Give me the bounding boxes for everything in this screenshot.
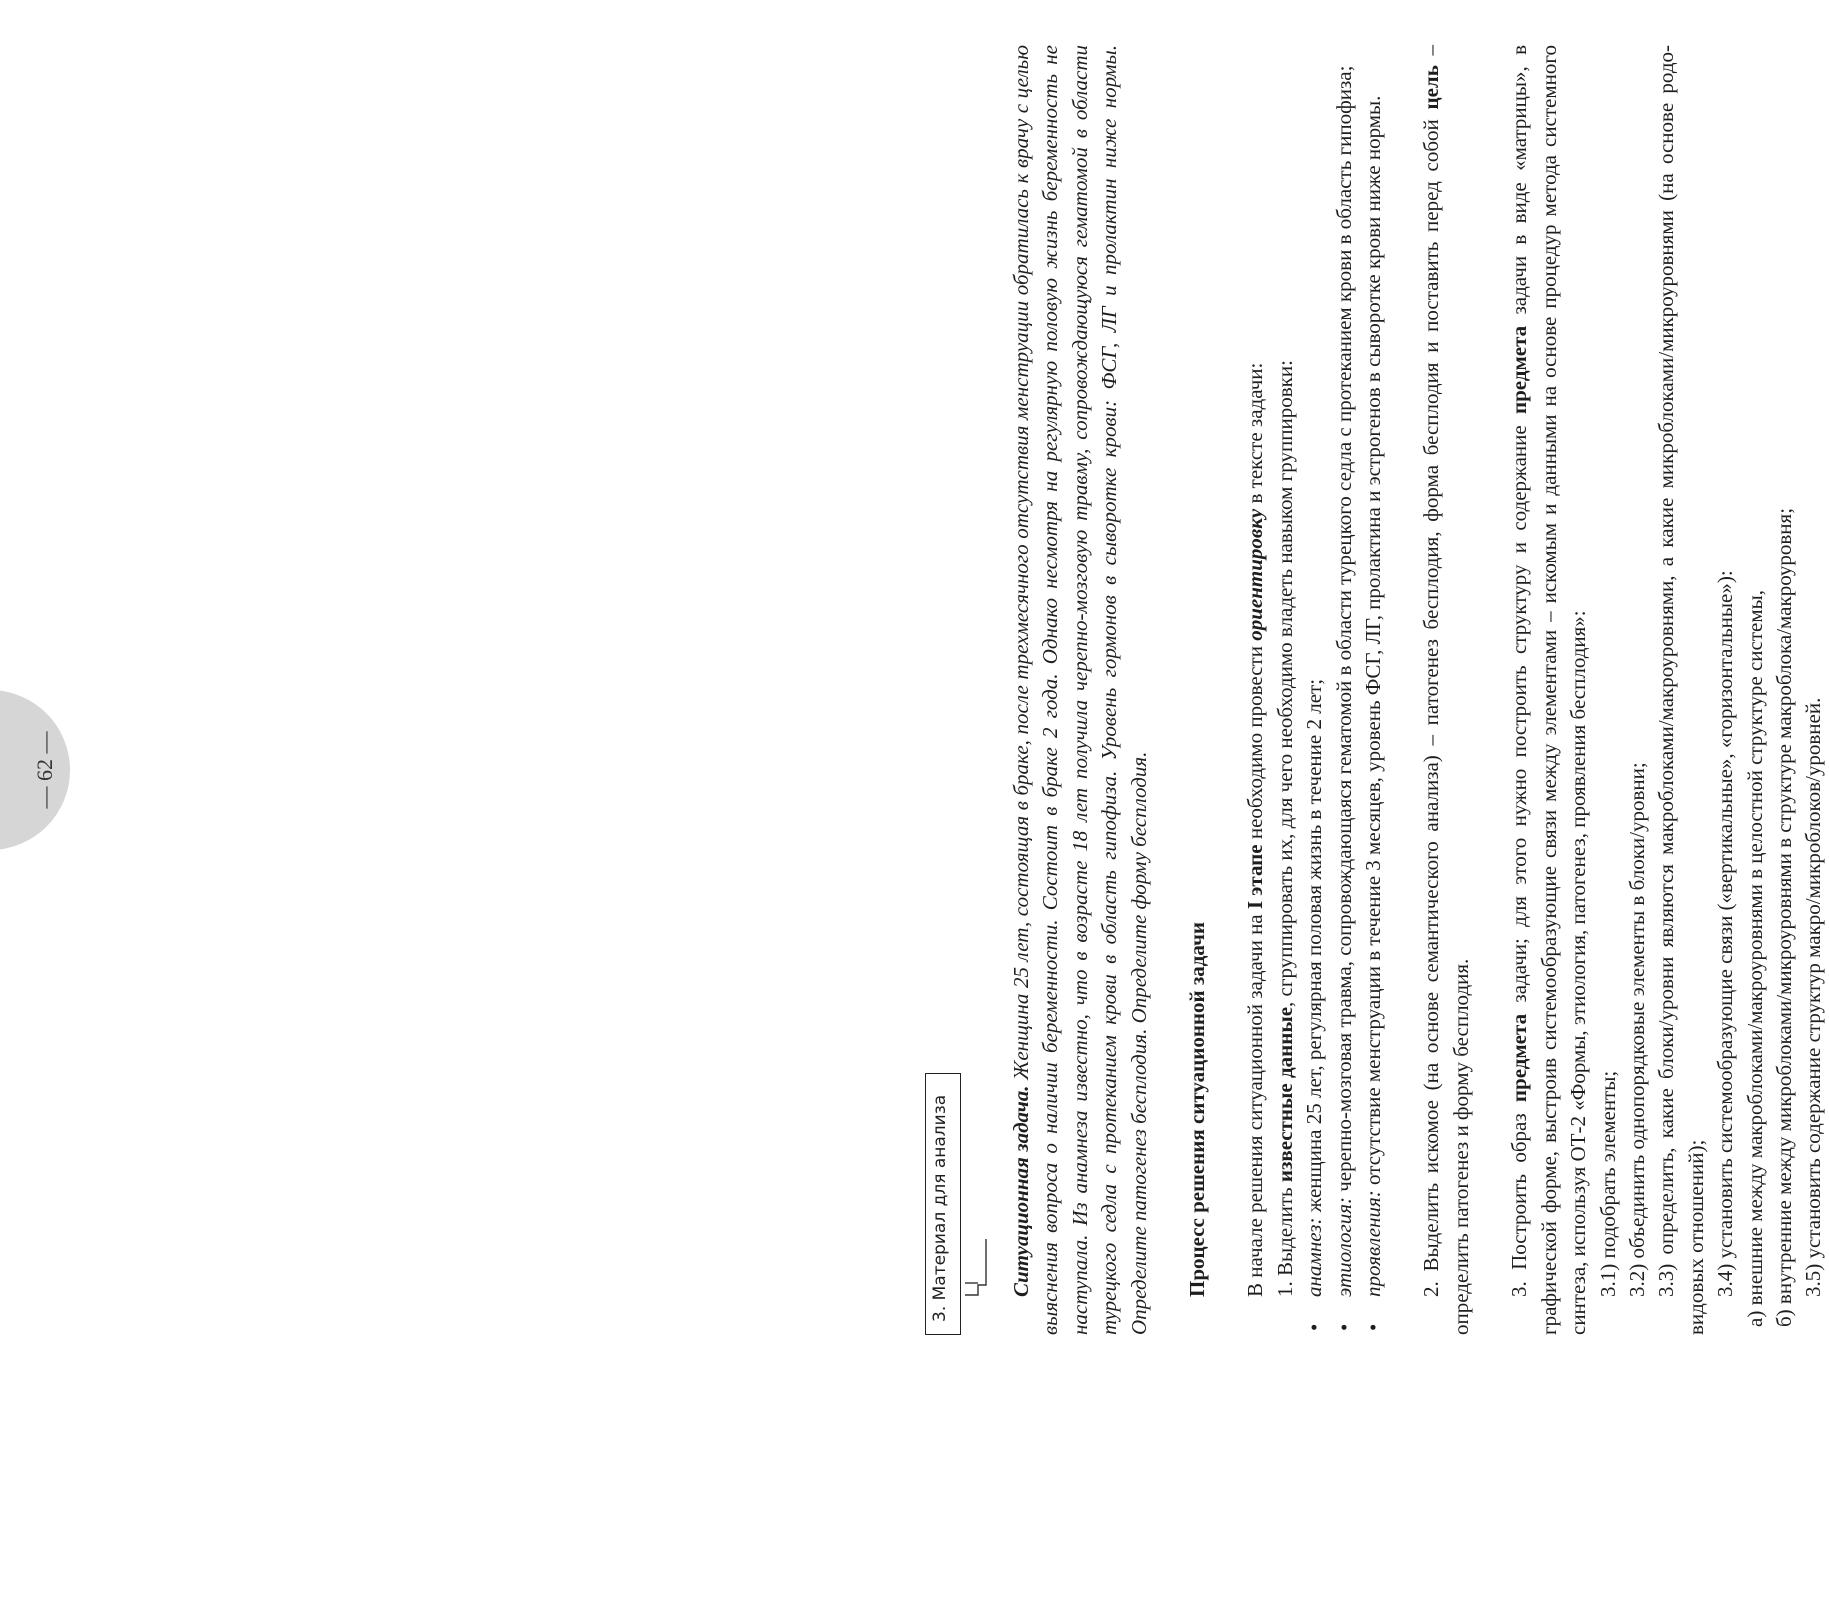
process-heading: Процесс решения ситуационной задачи xyxy=(1185,921,1210,1297)
substep: 3.5) установить содержание структур макро/микроблоков/уровней. xyxy=(1801,697,1826,1297)
step1-paragraph: 1. Выделить известные данные, сгруппировать их, для чего необходимо владеть навыком группировки: xyxy=(1272,360,1297,1297)
substep: б) внутренние между микроблоками/микроуровнями в структуре макроблока/макроуровня; xyxy=(1771,507,1796,1327)
orientation-label: ориентировку xyxy=(1243,508,1268,641)
known-data-label: известные данные xyxy=(1272,1006,1297,1183)
situation-text: Женщина 25 лет, состоящая в браке, после трехмесячного отсутствия менструации обратилась к врачу с целью выяснения вопроса о наличии беременности. Состоит в браке 2 года. Однако несмотря на регулярную половую жизнь беременность не наступала. Из анамнеза известно, что в возрасте 18 лет получила черепно-мозговую травму, сопровождающуюся гематомой в области турецкого седла с протеканием крови в область гипофиза. Уровень гормонов в сыворотке крови: ФСГ, ЛГ и пролактин ниже нормы. Определите патогенез бесплодия. Определите форму бесплодия. xyxy=(1009,44,1151,1335)
page-content xyxy=(925,44,1826,1335)
list-item: • анамнез: женщина 25 лет, регулярная половая жизнь в течение 2 лет; xyxy=(1300,45,1329,1297)
subject-label: предмета xyxy=(1507,325,1532,414)
substep: 3.1) подобрать элементы; xyxy=(1595,1070,1620,1297)
list-item: • проявления: отсутствие менструации в течение 3 месяцев, уровень ФСГ, ЛГ, пролактина и эстрогенов в сыворотке крови ниже нормы. xyxy=(1359,45,1388,1297)
list-item: • этиология: черепно-мозговая травма, сопровождающаяся гематомой в области турецкого седла с протеканием крови в область гипофиза; xyxy=(1330,45,1359,1297)
substep: 3.2) объединить однопорядковые элементы в блоки/уровни; xyxy=(1624,762,1649,1297)
section-label: 3. Материал для анализа xyxy=(925,1073,961,1335)
known-data-list xyxy=(1300,45,1388,1335)
page-number: — 62 — xyxy=(32,731,57,809)
step2-paragraph: 2. Выделить искомое (на основе семантического анализа) – патогенез бесплодия, форма бесплодия и поставить перед собой цель – определить патогенез и форму бесплодия. xyxy=(1419,44,1473,1335)
substep: 3.4) установить системообразующие связи («вертикальные», «горизонтальные»): xyxy=(1713,570,1738,1297)
document-body xyxy=(1007,45,1829,1335)
situation-paragraph xyxy=(1007,45,1154,1335)
substep: а) внешние между макроблоками/макроуровнями в целостной структуре системы, xyxy=(1742,590,1767,1327)
step3-paragraph: 3. Построить образ предмета задачи; для этого нужно построить структуру и содержание предмета задачи в виде «матрицы», в графической форме, выстроив системообразующие связи между элементами – искомым и данными на основе процедур метода системного синтеза, используя ОТ-2 «Формы, этиология, патогенез, проявления бесплодия»: xyxy=(1507,45,1591,1335)
goal-label: цель xyxy=(1419,65,1444,110)
subject-label: предмета xyxy=(1507,1013,1532,1103)
section-arrow-icon xyxy=(965,1237,987,1297)
substep: 3.3) определить, какие блоки/уровни являются макроблоками/макроуровнями, а какие микроблоками/микроуровнями (на основе родо-видовых отношений); xyxy=(1654,45,1708,1335)
intro-paragraph: В начале решения ситуационной задачи на I этапе необходимо провести ориентировку в тексте задачи: xyxy=(1243,362,1268,1297)
stage-label: I этапе xyxy=(1243,844,1268,910)
situation-title: Ситуационная задача. xyxy=(1009,1085,1033,1297)
